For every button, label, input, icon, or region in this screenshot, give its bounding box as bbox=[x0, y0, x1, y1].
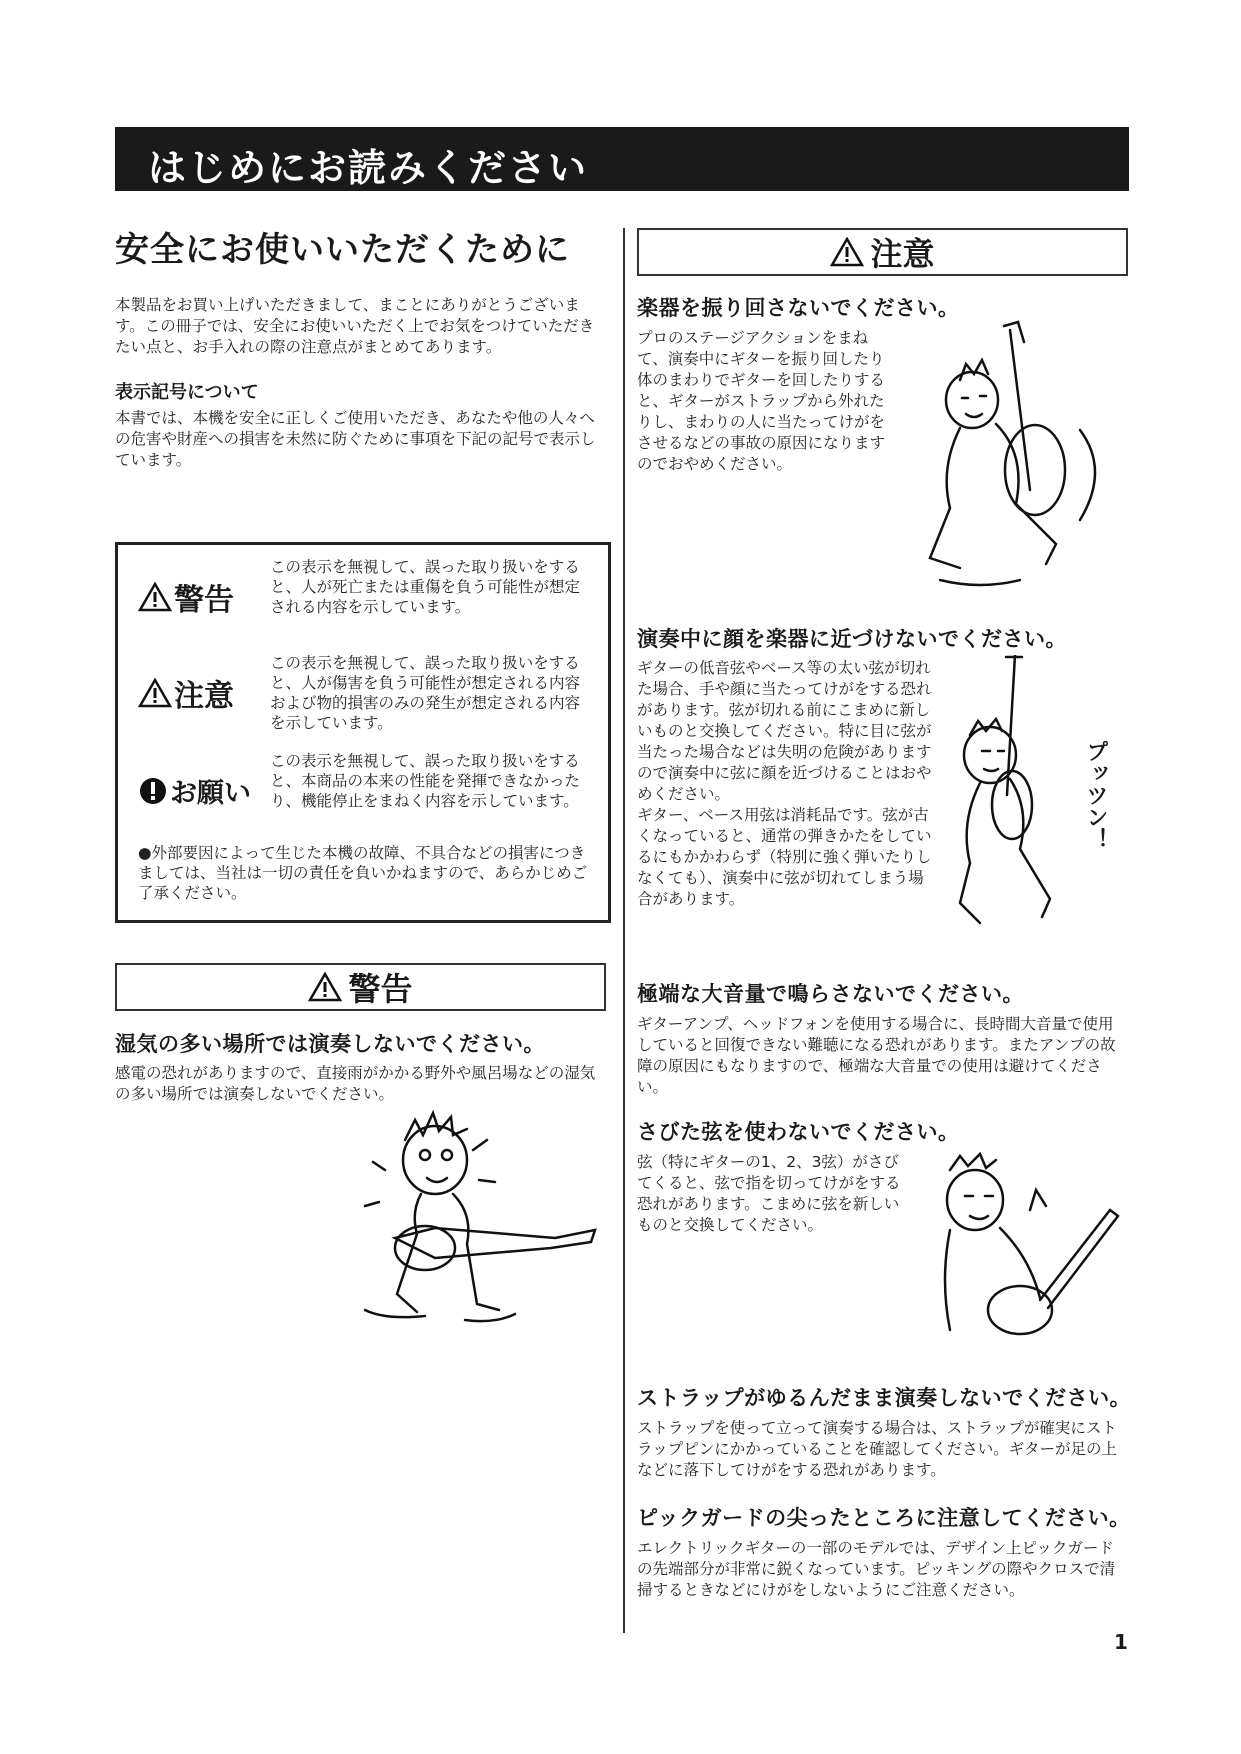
face-text: ギターの低音弦やベース等の太い弦が切れた場合、手や顔に当たってけがをする恐れがあります。弦が切れる前にこまめに新しいものと交換してください。特に目に弦が当たった場合などは失明の危険がありますので演奏中に弦に顔を近づけることはおやめください。 bbox=[637, 659, 932, 803]
symbols-heading: 表示記号について bbox=[115, 382, 259, 403]
legend-caution-label: 注意 bbox=[174, 679, 234, 714]
sound-effect: プッツン！ bbox=[1083, 740, 1108, 850]
swing-illustration bbox=[900, 320, 1125, 605]
legend-request-label: お願い bbox=[170, 778, 251, 809]
humidity-illustration bbox=[355, 1110, 605, 1350]
page-number: 1 bbox=[1114, 1630, 1128, 1654]
caution-triangle-icon bbox=[138, 678, 172, 708]
caution-triangle-icon bbox=[830, 237, 864, 267]
warning-triangle-icon bbox=[138, 582, 172, 612]
legend-warning-text: この表示を無視して、誤った取り扱いをすると、人が死亡または重傷を負う可能性が想定される内容を示しています。 bbox=[270, 558, 581, 616]
rusty-string-illustration bbox=[930, 1150, 1125, 1360]
legend-caution-symbol bbox=[138, 671, 234, 715]
pickguard-heading: ピックガードの尖ったところに注意してください。 bbox=[637, 1506, 1131, 1530]
swing-heading: 楽器を振り回さないでください。 bbox=[637, 296, 960, 320]
rusty-string-heading: さびた弦を使わないでください。 bbox=[637, 1120, 960, 1144]
face-text-2: ギター、ベース用弦は消耗品です。弦が古くなっていると、通常の弾きかたをしているにもかかわらず（特別に強く弾いたりしなくても）、演奏中に弦が切れてしまう場合があります。 bbox=[637, 806, 932, 908]
legend-caution-text: この表示を無視して、誤った取り扱いをすると、人が傷害を負う可能性が想定される内容および物的損害のみの発生が想定される内容を示しています。 bbox=[270, 654, 581, 732]
humidity-heading: 湿気の多い場所では演奏しないでください。 bbox=[115, 1032, 545, 1056]
column-divider bbox=[623, 228, 625, 1633]
intro-text: 本製品をお買い上げいただきまして、まことにありがとうございます。この冊子では、安全にお使いいただく上でお気をつけていただきたい点と、お手入れの際の注意点がまとめてあります。 bbox=[115, 296, 595, 356]
symbols-text: 本書では、本機を安全に正しくご使用いただき、あなたや他の人々への危害や財産への損害を未然に防ぐために事項を下記の記号で表示しています。 bbox=[115, 409, 596, 469]
legend-warning-symbol bbox=[138, 575, 234, 619]
symbol-legend-box bbox=[115, 542, 611, 923]
page-banner bbox=[115, 127, 1129, 191]
face-heading: 演奏中に顔を楽器に近づけないでください。 bbox=[637, 627, 1067, 651]
swing-text: プロのステージアクションをまねて、演奏中にギターを振り回したり体のまわりでギターを回したりすると、ギターがストラップから外れたりし、まわりの人に当たってけがをさせるなどの事故の原因になりますのでおやめください。 bbox=[637, 329, 886, 473]
legend-request-text: この表示を無視して、誤った取り扱いをすると、本商品の本来の性能を発揮できなかったり、機能停止をまねく内容を示しています。 bbox=[270, 752, 581, 810]
strap-text: ストラップを使って立って演奏する場合は、ストラップが確実にストラップピンにかかっていることを確認してください。ギターが足の上などに落下してけがをする恐れがあります。 bbox=[637, 1419, 1118, 1479]
caution-section-header bbox=[637, 228, 1128, 276]
rusty-string-text: 弦（特にギターの1、2、3弦）がさびてくると、弦で指を切ってけがをする恐れがあります。こまめに弦を新しいものと交換してください。 bbox=[637, 1153, 901, 1234]
legend-request-symbol bbox=[138, 771, 251, 810]
legend-disclaimer: ●外部要因によって生じた本機の故障、不具合などの損害につきましては、当社は一切の責任を負いかねますので、あらかじめご了承ください。 bbox=[138, 844, 588, 902]
pickguard-text: エレクトリックギターの一部のモデルでは、デザイン上ピックガードの先端部分が非常に鋭くなっています。ピッキングの際やクロスで清掃するときなどにけがをしないようにご注意ください。 bbox=[637, 1539, 1116, 1599]
section-heading: 安全にお使いいただくために bbox=[115, 230, 570, 270]
banner-title: はじめにお読みください bbox=[148, 146, 589, 190]
volume-text: ギターアンプ、ヘッドフォンを使用する場合に、長時間大音量で使用していると回復できない難聴になる恐れがあります。またアンプの故障の原因にもなりますので、極端な大音量での使用は避けてください。 bbox=[637, 1015, 1116, 1096]
volume-heading: 極端な大音量で鳴らさないでください。 bbox=[637, 982, 1024, 1006]
caution-section-label: 注意 bbox=[870, 235, 935, 273]
exclamation-circle-icon bbox=[138, 776, 168, 806]
warning-section-header bbox=[115, 963, 606, 1011]
warning-section-label: 警告 bbox=[348, 970, 413, 1008]
warning-triangle-icon bbox=[308, 972, 342, 1002]
strap-heading: ストラップがゆるんだまま演奏しないでください。 bbox=[637, 1386, 1132, 1410]
legend-warning-label: 警告 bbox=[174, 583, 234, 618]
humidity-text: 感電の恐れがありますので、直接雨がかかる野外や風呂場などの湿気の多い場所では演奏しないでください。 bbox=[115, 1064, 596, 1103]
